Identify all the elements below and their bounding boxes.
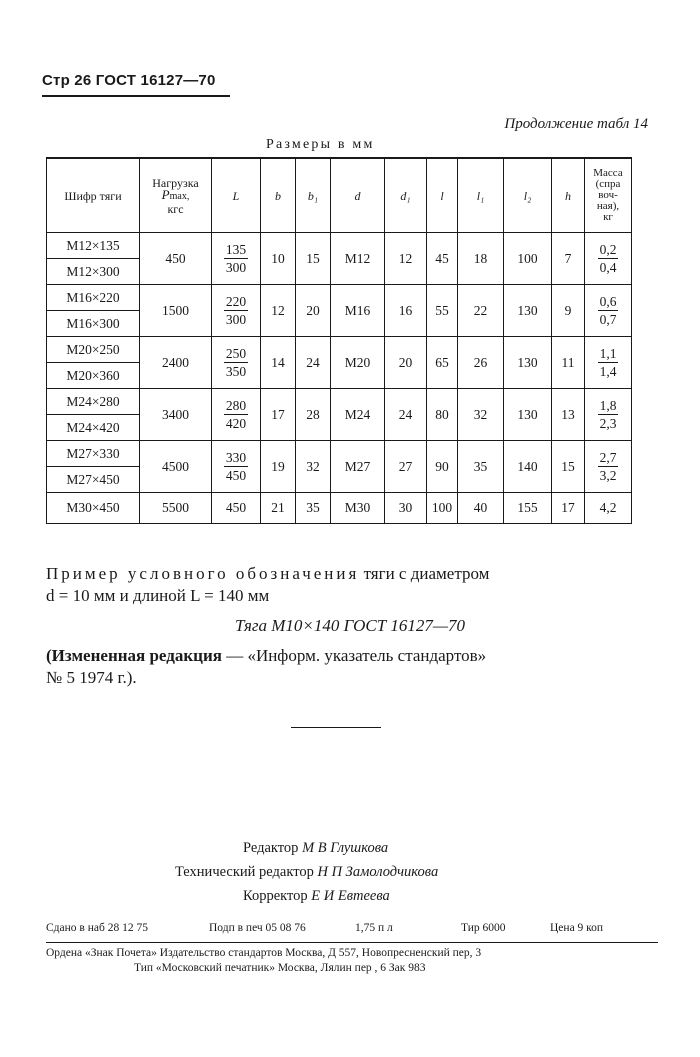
header-d1: d₁ <box>385 158 427 233</box>
cell-mass-top: 0,6 <box>599 294 617 309</box>
cell-L-top: 135 <box>225 242 247 257</box>
cell-mass <box>585 389 632 441</box>
credit-tech-name: Н П Замолодчикова <box>317 864 439 880</box>
cell-mass-bottom: 0,7 <box>599 312 617 327</box>
example-line2: d = 10 мм и длиной L = 140 мм <box>46 586 270 605</box>
imprint-submitted: Сдано в наб 28 12 75 <box>46 922 148 934</box>
example-designation: Тяга M10×140 ГОСТ 16127—70 <box>234 616 466 635</box>
credit-editor <box>243 836 388 860</box>
imprint-publisher <box>46 946 658 976</box>
example-heading: Пример условного обозначения <box>46 564 360 583</box>
header-load-symbol: P <box>161 186 170 202</box>
amendment-note <box>46 645 656 689</box>
cell-d1: 12 <box>385 233 427 285</box>
cell-l2: 100 <box>504 233 552 285</box>
header-d: d <box>331 158 385 233</box>
cell-mass-bottom: 0,4 <box>599 260 617 275</box>
cell-l2: 130 <box>504 285 552 337</box>
header-h: h <box>552 158 585 233</box>
cell-b1: 20 <box>296 285 331 337</box>
credit-tech-editor <box>175 860 438 884</box>
header-mass-5: кг <box>603 211 613 223</box>
cell-b1: 24 <box>296 337 331 389</box>
cell-l: 55 <box>427 285 458 337</box>
cell-l2: 155 <box>504 493 552 524</box>
units-caption: Размеры в мм <box>266 137 375 152</box>
header-rule <box>42 95 230 97</box>
dimensions-table <box>46 157 632 524</box>
cell-b: 21 <box>261 493 296 524</box>
credit-corr-role: Корректор <box>243 888 308 904</box>
imprint-print-run: Тир 6000 <box>461 922 506 934</box>
cell-l: 65 <box>427 337 458 389</box>
credit-editor-name: М В Глушкова <box>302 840 389 856</box>
cell-l: 80 <box>427 389 458 441</box>
cell-mass-top: 1,8 <box>599 398 617 413</box>
amendment-bold: (Измененная редакция <box>46 646 222 665</box>
cell-b1: 32 <box>296 441 331 493</box>
cell-l1: 35 <box>458 441 504 493</box>
cell-L-top: 280 <box>225 398 247 413</box>
cell-l: 100 <box>427 493 458 524</box>
cell-d1: 16 <box>385 285 427 337</box>
imprint-rule <box>46 942 658 943</box>
cell-d1: 24 <box>385 389 427 441</box>
cell-mass <box>585 441 632 493</box>
imprint-publisher-line: Ордена «Знак Почета» Издательство стандартов Москва, Д 557, Новопресненский пер, 3 <box>46 947 482 959</box>
cell-L-bottom: 450 <box>225 468 247 483</box>
imprint-signed: Подп в печ 05 08 76 <box>209 922 306 934</box>
cell-load: 450 <box>140 233 212 285</box>
page-header: Стр 26 ГОСТ 16127—70 <box>42 72 216 89</box>
cell-h: 17 <box>552 493 585 524</box>
header-cipher: Шифр тяги <box>47 158 140 233</box>
amendment-rest: — «Информ. указатель стандартов» <box>221 646 487 665</box>
table-row <box>47 233 632 259</box>
header-b: b <box>261 158 296 233</box>
imprint-price: Цена 9 коп <box>550 922 604 934</box>
cell-mass <box>585 233 632 285</box>
cell-b: 12 <box>261 285 296 337</box>
cell-d: M24 <box>331 389 385 441</box>
cell-L-bottom: 300 <box>225 312 247 327</box>
cell-cipher: M27×450 <box>47 467 140 493</box>
cell-d1: 27 <box>385 441 427 493</box>
cell-cipher: M30×450 <box>47 493 140 524</box>
cell-l1: 22 <box>458 285 504 337</box>
cell-d: M20 <box>331 337 385 389</box>
cell-l: 90 <box>427 441 458 493</box>
cell-L: 450 <box>212 493 261 524</box>
cell-mass <box>585 285 632 337</box>
cell-h: 9 <box>552 285 585 337</box>
cell-L-bottom: 420 <box>225 416 247 431</box>
cell-l1: 18 <box>458 233 504 285</box>
cell-mass <box>585 337 632 389</box>
cell-h: 11 <box>552 337 585 389</box>
cell-cipher: M20×360 <box>47 363 140 389</box>
table-row <box>47 389 632 415</box>
imprint-printer-line: Тип «Московский печатник» Москва, Лялин пер , 6 Зак 983 <box>134 962 426 974</box>
cell-load: 3400 <box>140 389 212 441</box>
cell-b: 14 <box>261 337 296 389</box>
cell-d: M12 <box>331 233 385 285</box>
header-mass-4: ная), <box>596 200 620 212</box>
cell-cipher: M20×250 <box>47 337 140 363</box>
cell-L-top: 250 <box>225 346 247 361</box>
cell-l2: 130 <box>504 389 552 441</box>
cell-b1: 35 <box>296 493 331 524</box>
header-load-word: Нагрузка <box>152 175 199 190</box>
table-row <box>47 441 632 467</box>
cell-L-top: 330 <box>225 450 247 465</box>
cell-l2: 130 <box>504 337 552 389</box>
cell-cipher: M24×420 <box>47 415 140 441</box>
cell-mass: 4,2 <box>585 493 632 524</box>
cell-l1: 40 <box>458 493 504 524</box>
cell-cipher: M12×135 <box>47 233 140 259</box>
cell-mass-top: 2,7 <box>599 450 617 465</box>
cell-b: 19 <box>261 441 296 493</box>
cell-cipher: M27×330 <box>47 441 140 467</box>
cell-b: 17 <box>261 389 296 441</box>
cell-h: 13 <box>552 389 585 441</box>
header-mass-1: Масса <box>593 167 623 179</box>
cell-L-top: 220 <box>225 294 247 309</box>
header-load-subscript: max, <box>169 190 190 202</box>
cell-l2: 140 <box>504 441 552 493</box>
cell-cipher: M16×220 <box>47 285 140 311</box>
cell-L <box>212 337 261 389</box>
cell-L <box>212 441 261 493</box>
header-L: L <box>212 158 261 233</box>
cell-cipher: M12×300 <box>47 259 140 285</box>
cell-L <box>212 233 261 285</box>
header-mass-3: воч- <box>598 189 618 201</box>
cell-d: M16 <box>331 285 385 337</box>
cell-load: 5500 <box>140 493 212 524</box>
header-l: l <box>427 158 458 233</box>
credit-corr-name: Е И Евтеева <box>311 888 390 904</box>
cell-L <box>212 389 261 441</box>
header-load-unit: кгс <box>167 201 184 216</box>
credit-corrector <box>243 884 390 908</box>
header-l1: l₁ <box>458 158 504 233</box>
table-row <box>47 493 632 524</box>
amendment-line2: № 5 1974 г.). <box>46 668 137 687</box>
cell-l1: 32 <box>458 389 504 441</box>
header-load <box>140 158 212 233</box>
cell-cipher: M24×280 <box>47 389 140 415</box>
table-header-row <box>47 158 632 233</box>
table-row <box>47 285 632 311</box>
cell-h: 15 <box>552 441 585 493</box>
cell-b1: 28 <box>296 389 331 441</box>
cell-load: 2400 <box>140 337 212 389</box>
cell-h: 7 <box>552 233 585 285</box>
cell-d: M30 <box>331 493 385 524</box>
cell-mass-bottom: 2,3 <box>599 416 617 431</box>
example-heading-rest: тяги с диаметром <box>359 564 490 583</box>
credit-editor-role: Редактор <box>243 840 299 856</box>
cell-mass-bottom: 3,2 <box>599 468 617 483</box>
cell-mass-top: 0,2 <box>599 242 617 257</box>
credit-tech-role: Технический редактор <box>175 864 314 880</box>
cell-load: 1500 <box>140 285 212 337</box>
table-row <box>47 337 632 363</box>
cell-l1: 26 <box>458 337 504 389</box>
cell-l: 45 <box>427 233 458 285</box>
cell-mass-top: 1,1 <box>599 346 617 361</box>
cell-L-bottom: 350 <box>225 364 247 379</box>
cell-cipher: M16×300 <box>47 311 140 337</box>
table-continuation-label: Продолжение табл 14 <box>504 116 648 132</box>
header-mass <box>585 158 632 233</box>
imprint-sheets: 1,75 п л <box>355 922 393 934</box>
header-l2: l₂ <box>504 158 552 233</box>
cell-L-bottom: 300 <box>225 260 247 275</box>
cell-b: 10 <box>261 233 296 285</box>
header-mass-2: (спра <box>595 178 621 190</box>
section-separator <box>291 727 381 728</box>
cell-d: M27 <box>331 441 385 493</box>
cell-d1: 20 <box>385 337 427 389</box>
cell-L <box>212 285 261 337</box>
cell-mass-bottom: 1,4 <box>599 364 617 379</box>
cell-d1: 30 <box>385 493 427 524</box>
header-b1: b₁ <box>296 158 331 233</box>
example-paragraph <box>46 563 656 607</box>
cell-load: 4500 <box>140 441 212 493</box>
cell-b1: 15 <box>296 233 331 285</box>
